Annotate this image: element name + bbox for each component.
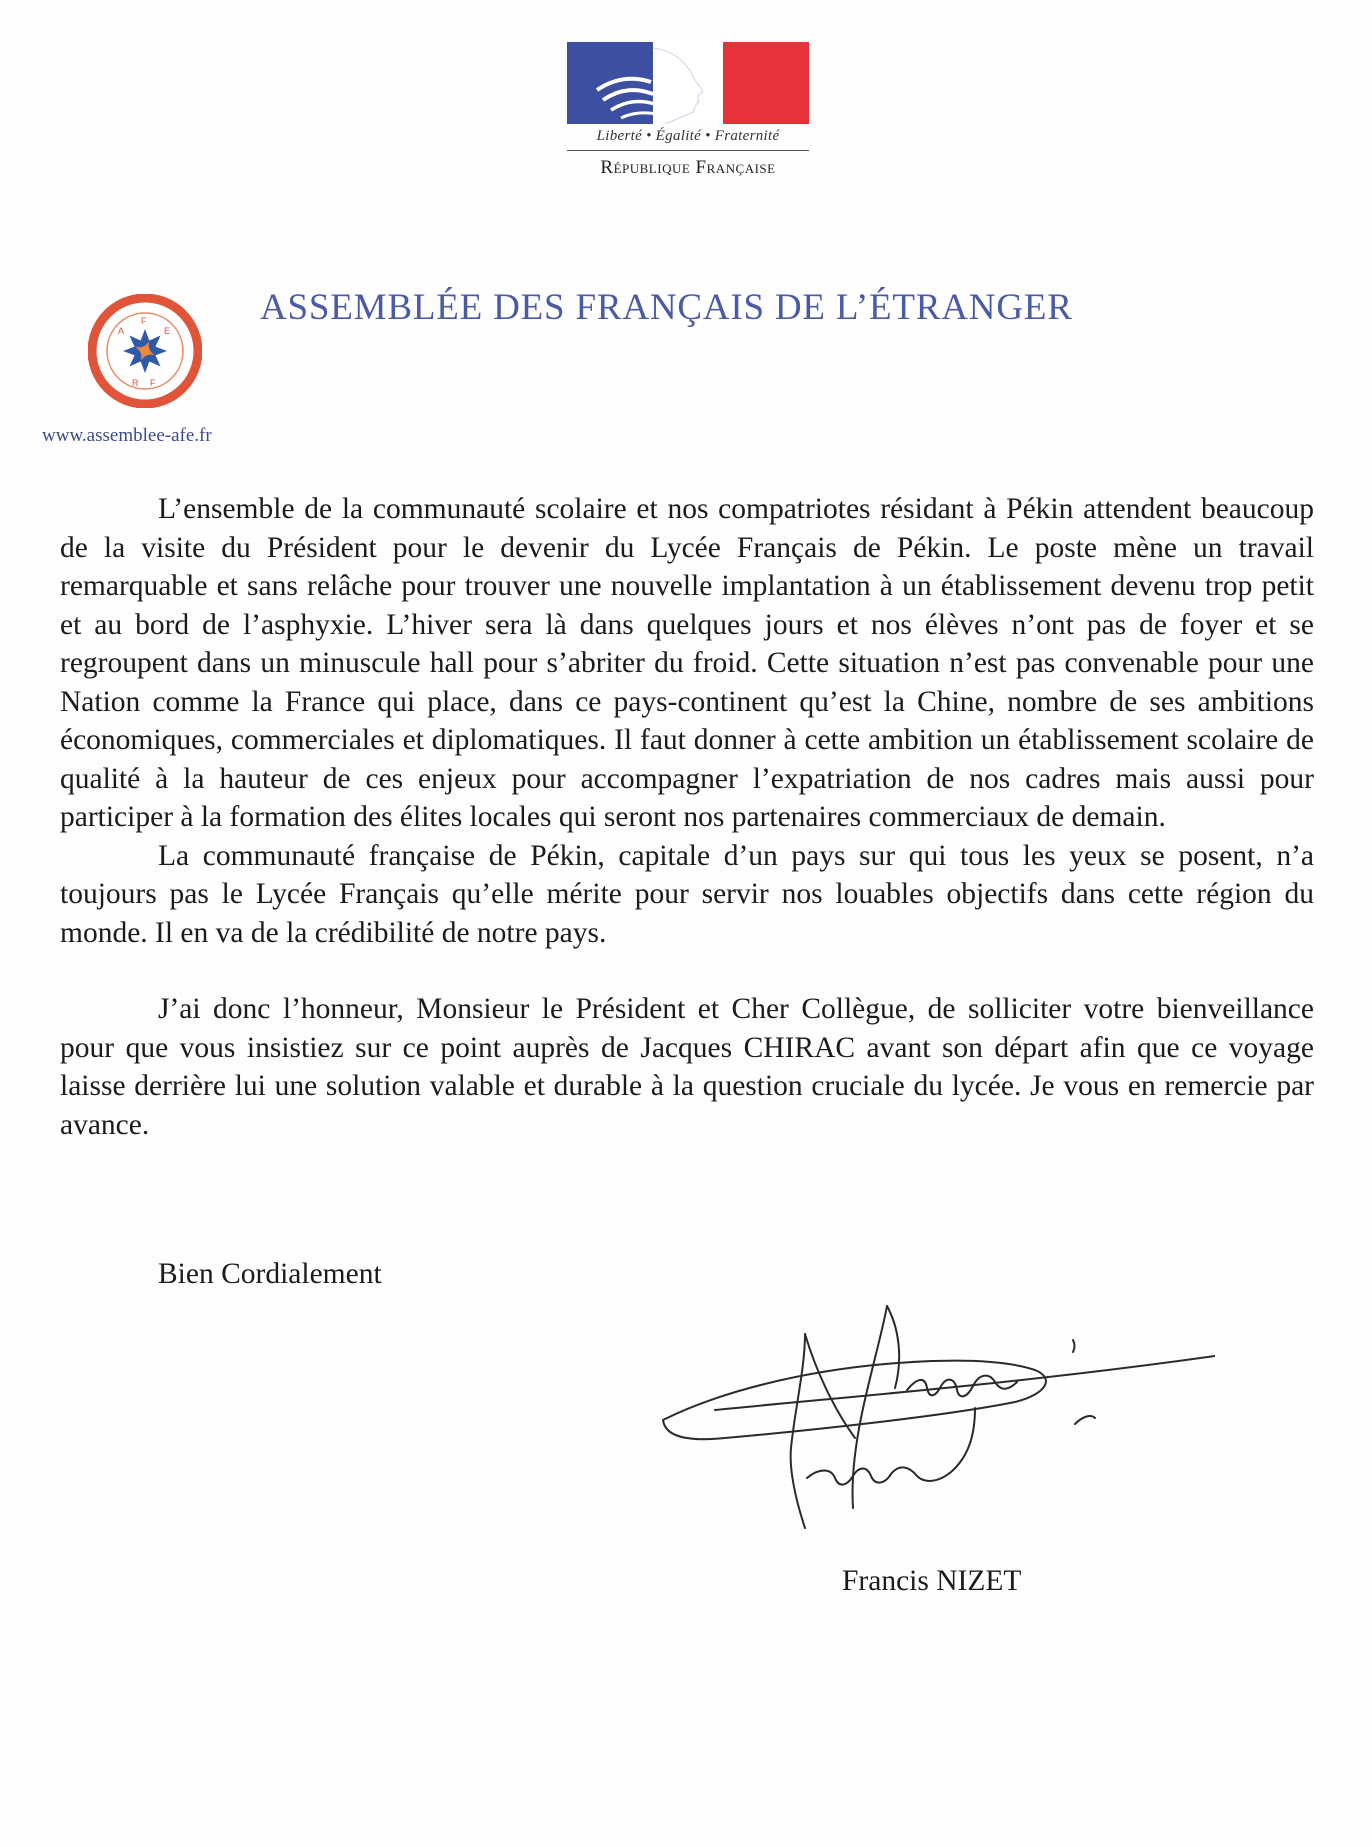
- closing-salutation: Bien Cordialement: [158, 1258, 382, 1290]
- republique-francaise: République Française: [600, 157, 776, 178]
- letter-body: [60, 490, 1314, 1144]
- marianne-block: [567, 42, 809, 179]
- motto: Liberté • Égalité • Fraternité: [596, 128, 780, 144]
- motto-divider: [567, 150, 809, 151]
- org-title: ASSEMBLÉE DES FRANÇAIS DE L’ÉTRANGER: [260, 287, 1073, 328]
- paragraph-2: La communauté française de Pékin, capitale d’un pays sur qui tous les yeux se posent, n’a toujours pas le Lycée Français qu’elle mérite pour servir nos louables objectifs dans cette région du monde. Il en va de la crédibilité de notre pays.: [60, 839, 1314, 949]
- org-website-link[interactable]: www.assemblee-afe.fr: [42, 425, 212, 446]
- afe-seal-logo: [88, 294, 202, 408]
- marianne-logo: [567, 42, 809, 124]
- paragraph-1: L’ensemble de la communauté scolaire et nos compatriotes résidant à Pékin attendent beaucoup de la visite du Président pour le devenir du Lycée Français de Pékin. Le poste mène un travail remarquable et sans relâche pour trouver une nouvelle implantation à un établissement devenu trop petit et au bord de l’asphyxie. L’hiver sera là dans quelques jours et nos élèves n’ont pas de foyer et se regroupent dans un minuscule hall pour s’abriter du froid. Cette situation n’est pas convenable pour une Nation comme la France qui place, dans ce pays-continent qu’est la Chine, nombre de ses ambitions économiques, commerciales et diplomatiques. Il faut donner à cette ambition un établissement scolaire de qualité à la hauteur de ces enjeux pour accompagner l’expatriation de nos cadres mais aussi pour participer à la formation des élites locales qui seront nos partenaires commerciaux de demain.: [60, 493, 1314, 833]
- svg-text:F: F: [141, 316, 147, 326]
- svg-text:F: F: [150, 378, 156, 388]
- paragraph-3: J’ai donc l’honneur, Monsieur le Président et Cher Collègue, de solliciter votre bienveillance pour que vous insistiez sur ce point auprès de Jacques CHIRAC avant son départ afin que ce voyage laisse derrière lui une solution valable et durable à la question cruciale du lycée. Je vous en remercie par avance.: [60, 993, 1314, 1141]
- svg-text:R: R: [132, 378, 139, 388]
- signer-name: Francis NIZET: [842, 1565, 1022, 1597]
- handwritten-signature: [655, 1298, 1215, 1558]
- svg-text:E: E: [164, 326, 171, 336]
- svg-text:A: A: [118, 326, 125, 336]
